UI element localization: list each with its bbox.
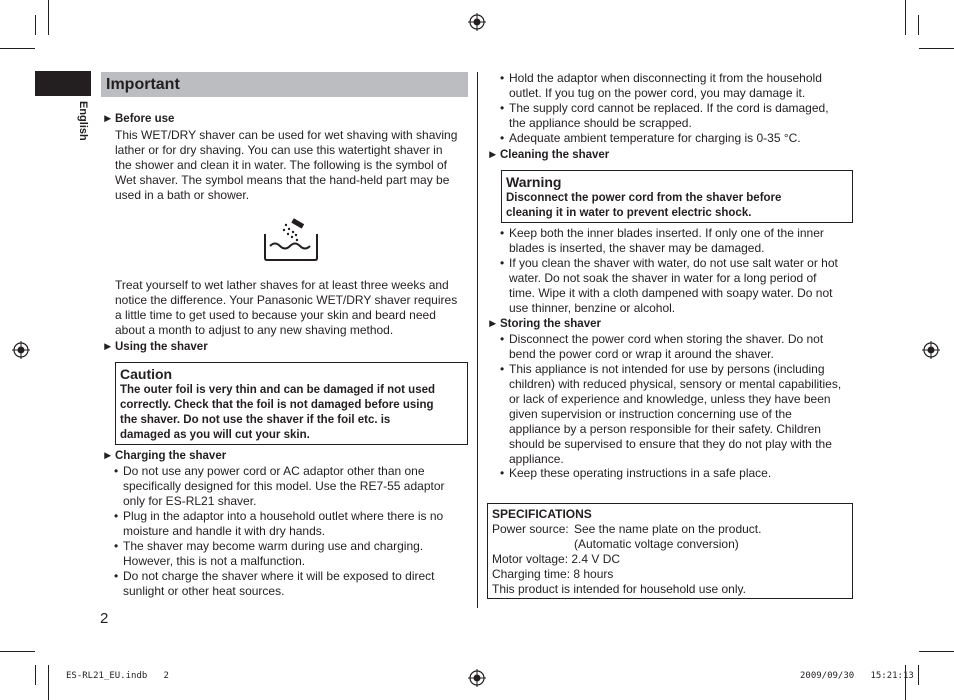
caution-line: correctly. Check that the foil is not damaged before using (120, 399, 434, 411)
crop-mark (0, 651, 35, 652)
paragraph-line: Treat yourself to wet lather shaves for at least three weeks and (115, 278, 449, 292)
registration-mark-icon (12, 341, 30, 359)
spec-power-label: Power source: (492, 522, 569, 536)
column-divider (477, 72, 478, 608)
crop-mark (0, 48, 35, 49)
caution-title: Caution (120, 366, 173, 382)
specifications-title: SPECIFICATIONS (492, 507, 592, 521)
registration-mark-icon (922, 341, 940, 359)
page-number: 2 (100, 610, 109, 627)
crop-mark (919, 48, 954, 49)
paragraph-line: used in a bath or shower. (115, 188, 250, 202)
spec-motor-voltage: Motor voltage: 2.4 V DC (492, 552, 621, 566)
footer-datetime: 2009/09/30 15:21:13 (800, 671, 914, 681)
spec-household-note: This product is intended for household use only. (492, 582, 746, 596)
crop-mark (35, 15, 36, 35)
paragraph-line: This WET/DRY shaver can be used for wet shaving with shaving (115, 128, 458, 142)
heading-before-use: ► Before use (102, 113, 175, 125)
warning-line: Disconnect the power cord from the shaver before (506, 192, 782, 204)
heading-using-shaver: ► Using the shaver (102, 341, 208, 353)
caution-line: the shaver. Do not use the shaver if the foil etc. is (120, 414, 391, 426)
heading-cleaning-shaver: ► Cleaning the shaver (487, 149, 610, 161)
crop-mark (918, 665, 919, 685)
footer-file-name: ES-RL21_EU.indb 2 (66, 671, 169, 681)
paragraph-line: notice the difference. Your Panasonic WET/DRY shaver requires (115, 293, 458, 307)
caution-line: damaged as you will cut your skin. (120, 429, 310, 441)
spec-power-value: See the name plate on the product. (574, 522, 762, 536)
spec-charging-time: Charging time: 8 hours (492, 567, 614, 581)
paragraph-line: lather or for dry shaving. You can use this watertight shaver in (115, 143, 443, 157)
language-label: English (77, 101, 89, 141)
section-title-bar (101, 72, 468, 97)
paragraph-line: Wet shaver. The symbol means that the hand-held part may be (115, 173, 450, 187)
crop-mark (35, 665, 36, 685)
spec-power-note: (Automatic voltage conversion) (574, 537, 739, 551)
heading-storing-shaver: ► Storing the shaver (487, 318, 601, 330)
caution-box (115, 362, 468, 445)
heading-charging-shaver: ► Charging the shaver (102, 450, 227, 462)
crop-mark (905, 0, 906, 35)
registration-mark-icon (468, 669, 486, 687)
warning-box (501, 170, 853, 223)
specifications-box (487, 503, 853, 599)
page-title: Important (106, 76, 180, 93)
paragraph-line: the shower and clean it in water. The following is the symbol of (115, 158, 447, 172)
warning-title: Warning (506, 174, 562, 190)
crop-mark (48, 0, 49, 35)
crop-mark (48, 665, 49, 700)
language-tab (35, 71, 91, 96)
wet-shaver-symbol-icon (262, 216, 320, 262)
crop-mark (918, 15, 919, 35)
warning-line: cleaning it in water to prevent electric shock. (506, 207, 752, 219)
paragraph-line: about a month to adjust to any new shaving method. (115, 323, 394, 337)
crop-mark (919, 651, 954, 652)
paragraph-line: a little time to get used to because your skin and beard need (115, 308, 436, 322)
caution-line: The outer foil is very thin and can be damaged if not used (120, 384, 436, 396)
registration-mark-icon (468, 13, 486, 31)
